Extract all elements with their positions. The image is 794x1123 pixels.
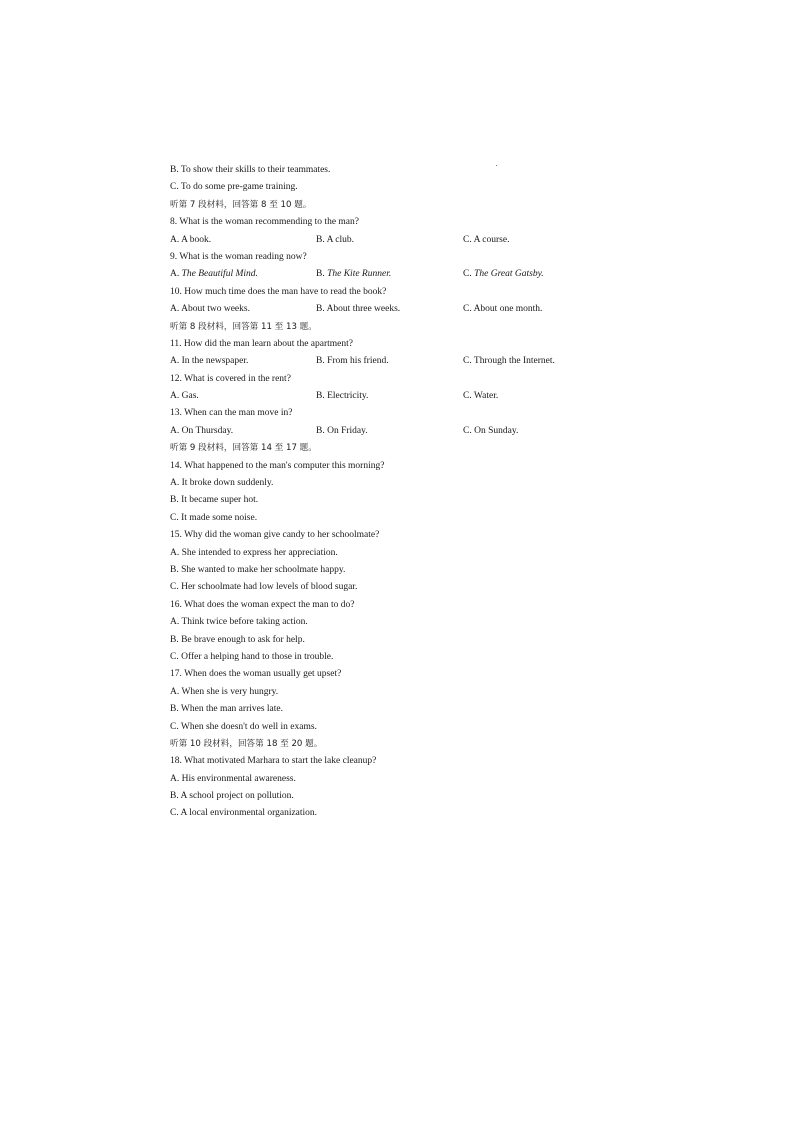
option-text: About three weeks. [326,304,401,315]
option-b [316,353,389,370]
option-letter: A. [170,234,182,245]
option-a [170,301,250,318]
option-text: A book. [181,234,212,245]
answer-options-row [170,353,590,370]
option-letter: C. [463,304,474,315]
option-letter: A. [170,425,182,436]
answer-options-row [170,232,590,249]
option-text: Gas. [181,391,199,402]
answer-option: C. When she doesn't do well in exams. [170,721,317,732]
option-c [463,388,498,405]
option-a [170,388,199,405]
option-b [316,266,391,283]
option-c [463,423,518,440]
answer-options-row [170,301,590,318]
option-text: In the newspaper. [181,356,249,367]
question-text: 13. When can the man move in? [170,408,293,419]
option-a [170,266,258,283]
answer-option: C. Her schoolmate had low levels of blood sugar. [170,582,358,593]
option-b [316,388,368,405]
answer-options-row [170,423,590,440]
section-instruction: 听第 10 段材料，回答第 18 至 20 题。 [170,738,323,749]
option-text: On Thursday. [181,425,234,436]
answer-option: B. A school project on pollution. [170,791,294,802]
option-a [170,353,248,370]
answer-option: A. When she is very hungry. [170,686,279,697]
answer-option: B. Be brave enough to ask for help. [170,634,305,645]
option-text: A club. [326,234,355,245]
question-text: 18. What motivated Marhara to start the lake cleanup? [170,756,377,767]
option-letter: B. [316,234,327,245]
option-title: The Beautiful Mind. [181,269,258,280]
option-letter: C. [463,356,474,367]
question-text: 11. How did the man learn about the apartment? [170,338,353,349]
option-text: Electricity. [327,391,369,402]
answer-option: C. A local environmental organization. [170,808,318,819]
option-c [463,301,542,318]
answer-option: B. When the man arrives late. [170,704,283,715]
section-instruction: 听第 9 段材料，回答第 14 至 17 题。 [170,443,317,454]
question-text: 17. When does the woman usually get upset? [170,669,342,680]
option-letter: C. [463,269,475,280]
question-text: 10. How much time does the man have to read the book? [170,286,387,297]
option-text: About one month. [473,304,543,315]
section-instruction: 听第 8 段材料，回答第 11 至 13 题。 [170,321,317,332]
option-title: The Great Gatsby. [474,269,544,280]
answer-options-row [170,266,590,283]
option-b [316,423,368,440]
answer-option: C. It made some noise. [170,512,258,523]
answer-option: B. It became super hot. [170,495,259,506]
question-text: 9. What is the woman reading now? [170,251,307,262]
answer-option: C. Offer a helping hand to those in trouble. [170,651,334,662]
answer-option: A. His environmental awareness. [170,773,296,784]
question-text: 14. What happened to the man's computer this morning? [170,460,385,471]
answer-options-row [170,388,590,405]
section-instruction: 听第 7 段材料，回答第 8 至 10 题。 [170,199,312,210]
option-a [170,423,233,440]
option-letter: A. [170,391,182,402]
listening-questions [170,162,590,823]
option-text: About two weeks. [181,304,250,315]
answer-option: B. She wanted to make her schoolmate happy. [170,564,346,575]
option-text: On Sunday. [474,425,519,436]
answer-option: A. It broke down suddenly. [170,478,274,489]
option-letter: B. [316,356,328,367]
question-text: 8. What is the woman recommending to the man? [170,217,359,228]
option-letter: A. [170,304,182,315]
question-text: 16. What does the woman expect the man to do? [170,599,355,610]
option-c [463,232,509,249]
option-text: Through the Internet. [473,356,555,367]
question-text: 12. What is covered in the rent? [170,373,291,384]
option-b [316,232,354,249]
option-letter: B. [316,425,328,436]
option-letter: A. [170,356,182,367]
option-c [463,266,544,283]
answer-option: B. To show their skills to their teammates. [170,165,331,175]
option-text: A course. [473,234,510,245]
option-letter: B. [316,391,328,402]
option-text: Water. [473,391,499,402]
answer-option: C. To do some pre-game training. [170,182,298,193]
answer-option: A. Think twice before taking action. [170,617,308,628]
option-text: From his friend. [327,356,389,367]
option-letter: C. [463,234,474,245]
option-letter: C. [463,391,474,402]
option-c [463,353,555,370]
option-letter: B. [316,304,327,315]
option-letter: A. [170,269,182,280]
option-letter: C. [463,425,475,436]
option-a [170,232,211,249]
option-title: The Kite Runner. [327,269,392,280]
option-b [316,301,400,318]
option-text: On Friday. [327,425,368,436]
question-text: 15. Why did the woman give candy to her schoolmate? [170,530,380,541]
option-letter: B. [316,269,328,280]
answer-option: A. She intended to express her appreciation. [170,547,338,558]
